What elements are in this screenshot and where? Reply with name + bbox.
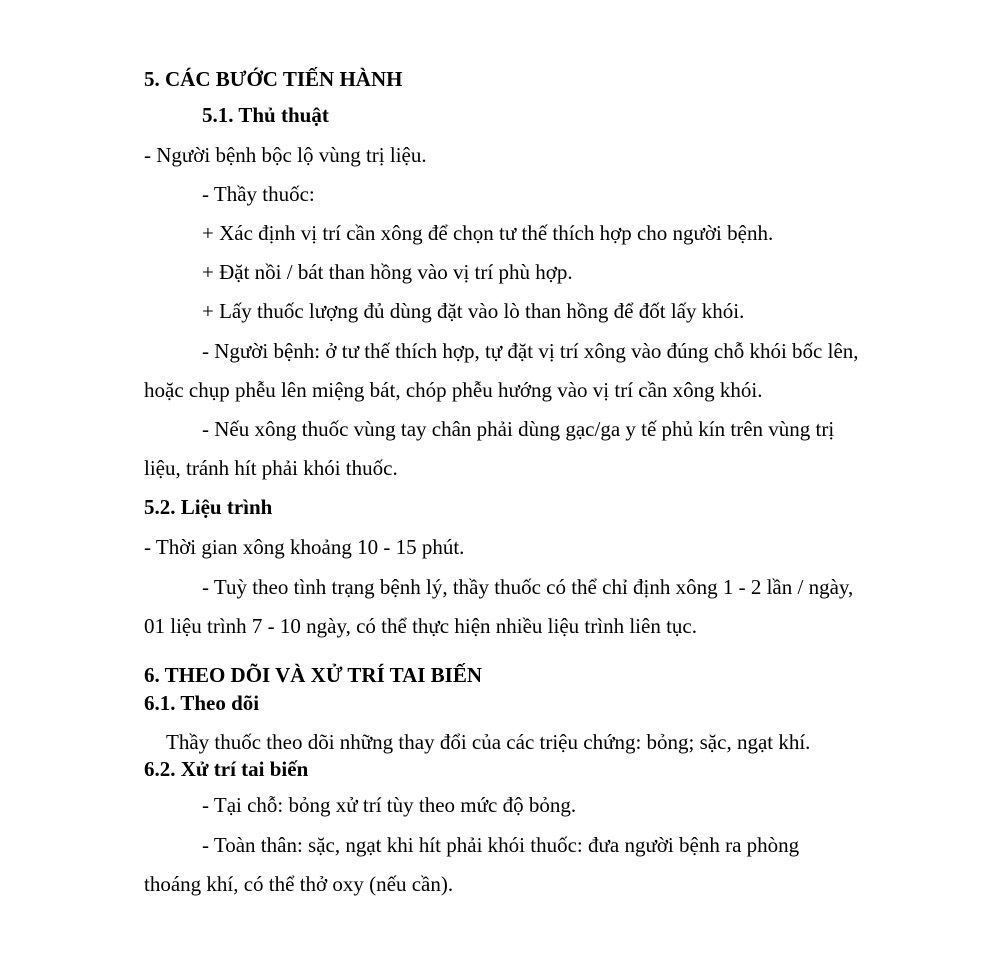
paragraph-line: 01 liệu trình 7 - 10 ngày, có thể thực hiện nhiều liệu trình liên tục. bbox=[144, 614, 697, 638]
section-5-1-heading: 5.1. Thủ thuật bbox=[202, 103, 329, 127]
paragraph-line: - Người bệnh: ở tư thế thích hợp, tự đặt vị trí xông vào đúng chỗ khói bốc lên, bbox=[202, 339, 859, 363]
paragraph-line: - Thầy thuốc: bbox=[202, 182, 315, 206]
paragraph-line: - Người bệnh bộc lộ vùng trị liệu. bbox=[144, 143, 427, 167]
paragraph-line: thoáng khí, có thể thở oxy (nếu cần). bbox=[144, 872, 454, 896]
paragraph-line: Thầy thuốc theo dõi những thay đổi của các triệu chứng: bỏng; sặc, ngạt khí. bbox=[166, 730, 811, 754]
paragraph-line: + Xác định vị trí cần xông để chọn tư thế thích hợp cho người bệnh. bbox=[202, 221, 774, 245]
section-6-heading: 6. THEO DÕI VÀ XỬ TRÍ TAI BIẾN bbox=[144, 663, 483, 687]
paragraph-line: - Nếu xông thuốc vùng tay chân phải dùng gạc/ga y tế phủ kín trên vùng trị bbox=[202, 417, 835, 441]
paragraph-line: - Toàn thân: sặc, ngạt khi hít phải khói thuốc: đưa người bệnh ra phòng bbox=[202, 833, 800, 857]
paragraph-line: - Thời gian xông khoảng 10 - 15 phút. bbox=[144, 535, 465, 559]
section-6-2-heading: 6.2. Xử trí tai biến bbox=[144, 757, 309, 781]
paragraph-line: hoặc chụp phễu lên miệng bát, chóp phễu hướng vào vị trí cần xông khói. bbox=[144, 378, 763, 402]
section-5-heading: 5. CÁC BƯỚC TIẾN HÀNH bbox=[144, 67, 403, 91]
section-6-1-heading: 6.1. Theo dõi bbox=[144, 691, 260, 715]
section-5-2-heading: 5.2. Liệu trình bbox=[144, 495, 273, 519]
paragraph-line: + Lấy thuốc lượng đủ dùng đặt vào lò than hồng để đốt lấy khói. bbox=[202, 299, 745, 323]
paragraph-line: - Tuỳ theo tình trạng bệnh lý, thầy thuốc có thể chỉ định xông 1 - 2 lần / ngày, bbox=[202, 575, 854, 599]
paragraph-line: liệu, tránh hít phải khói thuốc. bbox=[144, 456, 398, 480]
paragraph-line: - Tại chỗ: bỏng xử trí tùy theo mức độ bỏng. bbox=[202, 793, 577, 817]
paragraph-line: + Đặt nồi / bát than hồng vào vị trí phù hợp. bbox=[202, 260, 573, 284]
